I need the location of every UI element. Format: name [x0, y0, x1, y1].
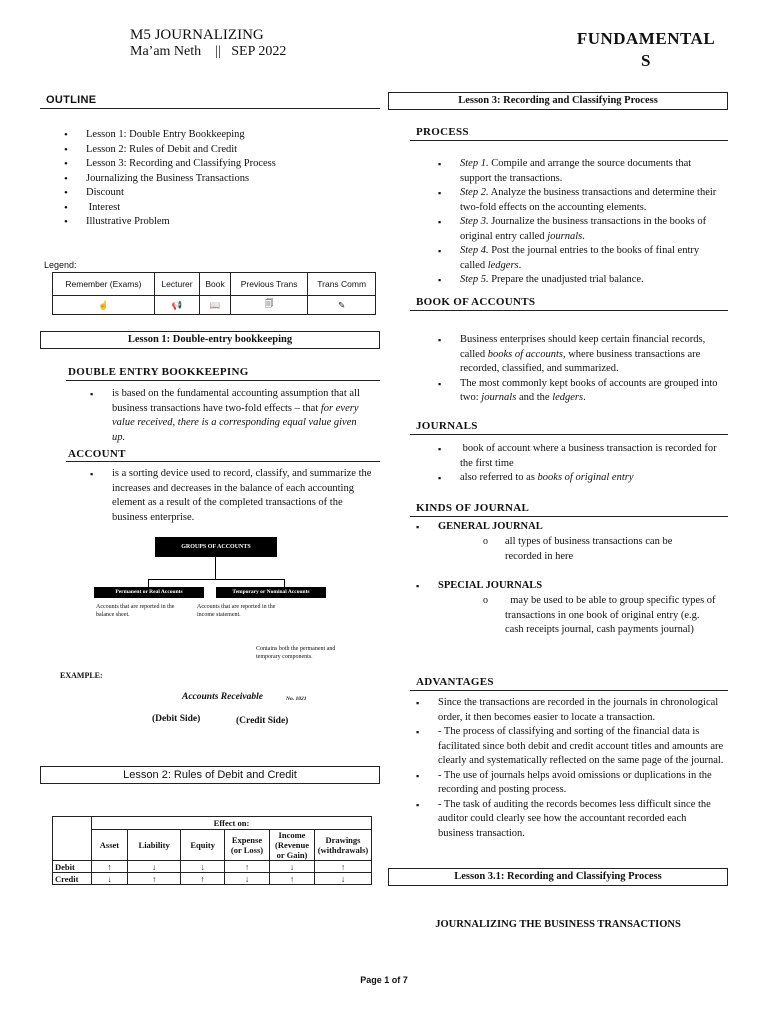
text: and the — [516, 392, 553, 403]
subject-title — [566, 28, 726, 72]
books-item — [438, 377, 722, 406]
dbe-italic: for every value received, there is a corresponding equal value given up. — [112, 402, 359, 443]
t-account-number: No. 1021 — [286, 696, 307, 702]
outline-item: • Journalizing the Business Transactions — [64, 172, 364, 187]
document-title: M5 JOURNALIZING — [130, 27, 264, 43]
step-text: Compile and arrange the source documents that support the transactions. — [460, 158, 692, 184]
permanent-desc: Accounts that are reported in the balance sheet. — [96, 604, 175, 618]
outline-item: • Lesson 3: Recording and Classifying Process — [64, 157, 364, 172]
permanent-accounts-box: Permanent or Real Accounts — [94, 587, 204, 598]
document-subtitle: Ma’am Neth || SEP 2022 — [130, 44, 287, 59]
step-end: . — [582, 230, 585, 242]
journals-title: JOURNALS — [416, 420, 478, 432]
legend-header: Lecturer — [154, 273, 199, 296]
process-step — [438, 273, 722, 288]
outline-item: • Discount — [64, 186, 364, 201]
legend-header: Previous Trans — [230, 273, 308, 296]
lesson1-box: Lesson 1: Double-entry bookkeeping — [40, 331, 380, 349]
kinds-list — [416, 520, 722, 535]
column-header: Asset — [92, 830, 128, 861]
outline-item: • Illustrative Problem — [64, 215, 364, 230]
legend-header: Trans Comm — [308, 273, 376, 296]
text: where business transactions are recorded, classified, and summarized. — [460, 348, 701, 374]
row-label: Debit — [53, 861, 92, 873]
outline-title: OUTLINE — [46, 94, 97, 106]
arrow-up-icon: ↑ — [127, 873, 180, 885]
account-definition: ▪ is a sorting device used to record, classify, and summarize the increases and decreases in the balance of each accounting element as a result of the completed transactions of the business enterprise. — [90, 467, 372, 525]
text: Business enterprises should keep certain financial records, called — [460, 334, 706, 360]
account-list — [90, 467, 372, 525]
step-text: Prepare the unadjusted trial balance. — [488, 274, 644, 285]
accounts-diagram — [60, 526, 368, 748]
step-label: Step 4. — [460, 245, 489, 256]
connector — [148, 579, 284, 580]
advantage-item: ▪ - The use of journals helps avoid omissions or duplications in the recording and posting process. — [416, 769, 724, 798]
column-header: Expense (or Loss) — [225, 830, 270, 861]
debit-credit-table — [52, 816, 372, 885]
process-step — [438, 244, 722, 273]
books-title: BOOK OF ACCOUNTS — [416, 296, 536, 308]
lesson2-box: Lesson 2: Rules of Debit and Credit — [40, 766, 380, 784]
dbe-definition — [90, 387, 372, 445]
divider — [40, 108, 380, 109]
journals-item: ▪ book of account where a business transaction is recorded for the first time — [438, 442, 722, 471]
dbe-title: DOUBLE ENTRY BOOKKEEPING — [68, 366, 249, 378]
books-item — [438, 333, 722, 377]
divider — [66, 380, 380, 381]
debit-side-label: (Debit Side) — [152, 714, 201, 724]
dbe-text: is based on the fundamental accounting assumption that all business transactions have two-fold effects – that — [112, 388, 360, 414]
journals-list — [438, 442, 722, 486]
step-label: Step 3. — [460, 216, 489, 227]
journals-item — [438, 471, 722, 486]
legend-label: Legend: — [44, 260, 77, 270]
process-step — [438, 157, 722, 186]
outline-item: • Lesson 1: Double Entry Bookkeeping — [64, 128, 364, 143]
step-label: Step 5. — [460, 274, 489, 285]
arrow-down-icon: ↓ — [127, 861, 180, 873]
connector — [215, 557, 216, 579]
divider — [410, 434, 728, 435]
step-label: Step 2. — [460, 187, 489, 198]
book-icon: 📖 — [200, 296, 231, 315]
arrow-down-icon: ↓ — [181, 861, 225, 873]
step-label: Step 1. — [460, 158, 489, 169]
page-number: Page 1 of 7 — [360, 975, 408, 985]
text: . — [583, 392, 586, 403]
temporary-desc: Accounts that are reported in the income statement. — [197, 604, 276, 618]
advantage-item: ▪ - The task of auditing the records becomes less difficult since the auditor could clearly see how the accountant recorded each business transaction. — [416, 798, 724, 842]
legend-header: Remember (Exams) — [53, 273, 155, 296]
step-italic: ledgers — [487, 259, 519, 271]
connector — [284, 579, 285, 587]
megaphone-icon: 📢 — [154, 296, 199, 315]
text: The most commonly kept books of accounts are grouped into two: — [460, 377, 718, 403]
books-list — [438, 333, 722, 406]
temporary-accounts-box: Temporary or Nominal Accounts — [216, 587, 326, 598]
arrow-down-icon: ↓ — [225, 873, 270, 885]
account-title: ACCOUNT — [68, 448, 126, 460]
column-header: Income (Revenue or Gain) — [270, 830, 315, 861]
step-end: . — [518, 259, 522, 271]
arrow-up-icon: ↑ — [315, 861, 372, 873]
arrow-up-icon: ↑ — [225, 861, 270, 873]
text-italic: journals — [481, 392, 517, 403]
lesson3-box: Lesson 3: Recording and Classifying Process — [388, 92, 728, 110]
both-desc: Contains both the permanent and temporary components. — [256, 646, 336, 660]
process-step — [438, 186, 722, 215]
special-desc-list — [483, 594, 719, 638]
step-italic: journals — [547, 230, 583, 242]
column-header: Drawings (withdrawals) — [315, 830, 372, 861]
connector — [148, 579, 149, 587]
pointing-hand-icon: ☝ — [53, 296, 155, 315]
advantage-item: ▪ Since the transactions are recorded in the journals in chronological order, it then becomes easier to locate a transaction. — [416, 696, 724, 725]
divider — [410, 516, 728, 517]
arrow-down-icon: ↓ — [315, 873, 372, 885]
text: also referred to as — [460, 472, 538, 483]
arrow-down-icon: ↓ — [92, 873, 128, 885]
step-text: Journalize the business transactions in the books of original entry called — [460, 216, 707, 242]
legend-table — [52, 272, 376, 315]
general-journal-desc: o all types of business transactions can be recorded in here — [483, 535, 693, 564]
process-step — [438, 215, 722, 244]
journalizing-title: JOURNALIZING THE BUSINESS TRANSACTIONS — [435, 919, 681, 930]
text-italic: books of original entry — [537, 472, 634, 483]
lesson31-box: Lesson 3.1: Recording and Classifying Process — [388, 868, 728, 886]
arrow-up-icon: ↑ — [181, 873, 225, 885]
advantages-list — [416, 696, 724, 841]
process-steps — [438, 157, 722, 288]
special-journal-desc: o may be used to be able to group specific types of transactions in one book of original entry (e.g. cash receipts journal, cash payments journal) — [483, 594, 719, 638]
text-italic: books of accounts, — [487, 348, 566, 360]
arrow-down-icon: ↓ — [270, 861, 315, 873]
example-label: EXAMPLE: — [60, 671, 103, 680]
general-journal-label: ▪ GENERAL JOURNAL — [416, 520, 722, 535]
column-header: Equity — [181, 830, 225, 861]
divider — [410, 310, 728, 311]
special-list — [416, 579, 722, 594]
special-journal-label: ▪ SPECIAL JOURNALS — [416, 579, 722, 594]
credit-side-label: (Credit Side) — [236, 716, 289, 726]
kinds-title: KINDS OF JOURNAL — [416, 502, 530, 514]
outline-item: • Lesson 2: Rules of Debit and Credit — [64, 143, 364, 158]
blank-cell — [53, 817, 92, 861]
t-account-title: Accounts Receivable — [182, 692, 263, 702]
advantage-item: ▪ - The process of classifying and sorting of the financial data is facilitated since both debit and credit account titles and amounts are clearly and systematically reflected on the same page of the journal. — [416, 725, 724, 769]
process-title: PROCESS — [416, 126, 469, 138]
step-text: Post the journal entries to the books of final entry called — [460, 245, 700, 271]
arrow-up-icon: ↑ — [92, 861, 128, 873]
text-italic: ledgers — [552, 392, 584, 403]
general-desc-list — [483, 535, 693, 564]
effect-on-header: Effect on: — [92, 817, 372, 830]
step-text: Analyze the business transactions and determine their two-fold effects on the accounting elements. — [460, 187, 717, 213]
groups-of-accounts-box: GROUPS OF ACCOUNTS — [155, 537, 277, 557]
legend-header: Book — [200, 273, 231, 296]
column-header: Liability — [127, 830, 180, 861]
dbe-list — [90, 387, 372, 445]
outline-list — [64, 128, 364, 230]
divider — [410, 140, 728, 141]
divider — [66, 461, 380, 462]
arrow-up-icon: ↑ — [270, 873, 315, 885]
subject-title-line1: FUNDAMENTAL — [576, 29, 716, 48]
divider — [410, 690, 728, 691]
advantages-title: ADVANTAGES — [416, 676, 494, 688]
subject-title-line2: S — [641, 51, 651, 70]
documents-icon: 🗐 — [230, 296, 308, 315]
pen-icon: ✎ — [308, 296, 376, 315]
row-label: Credit — [53, 873, 92, 885]
outline-item: • Interest — [64, 201, 364, 216]
